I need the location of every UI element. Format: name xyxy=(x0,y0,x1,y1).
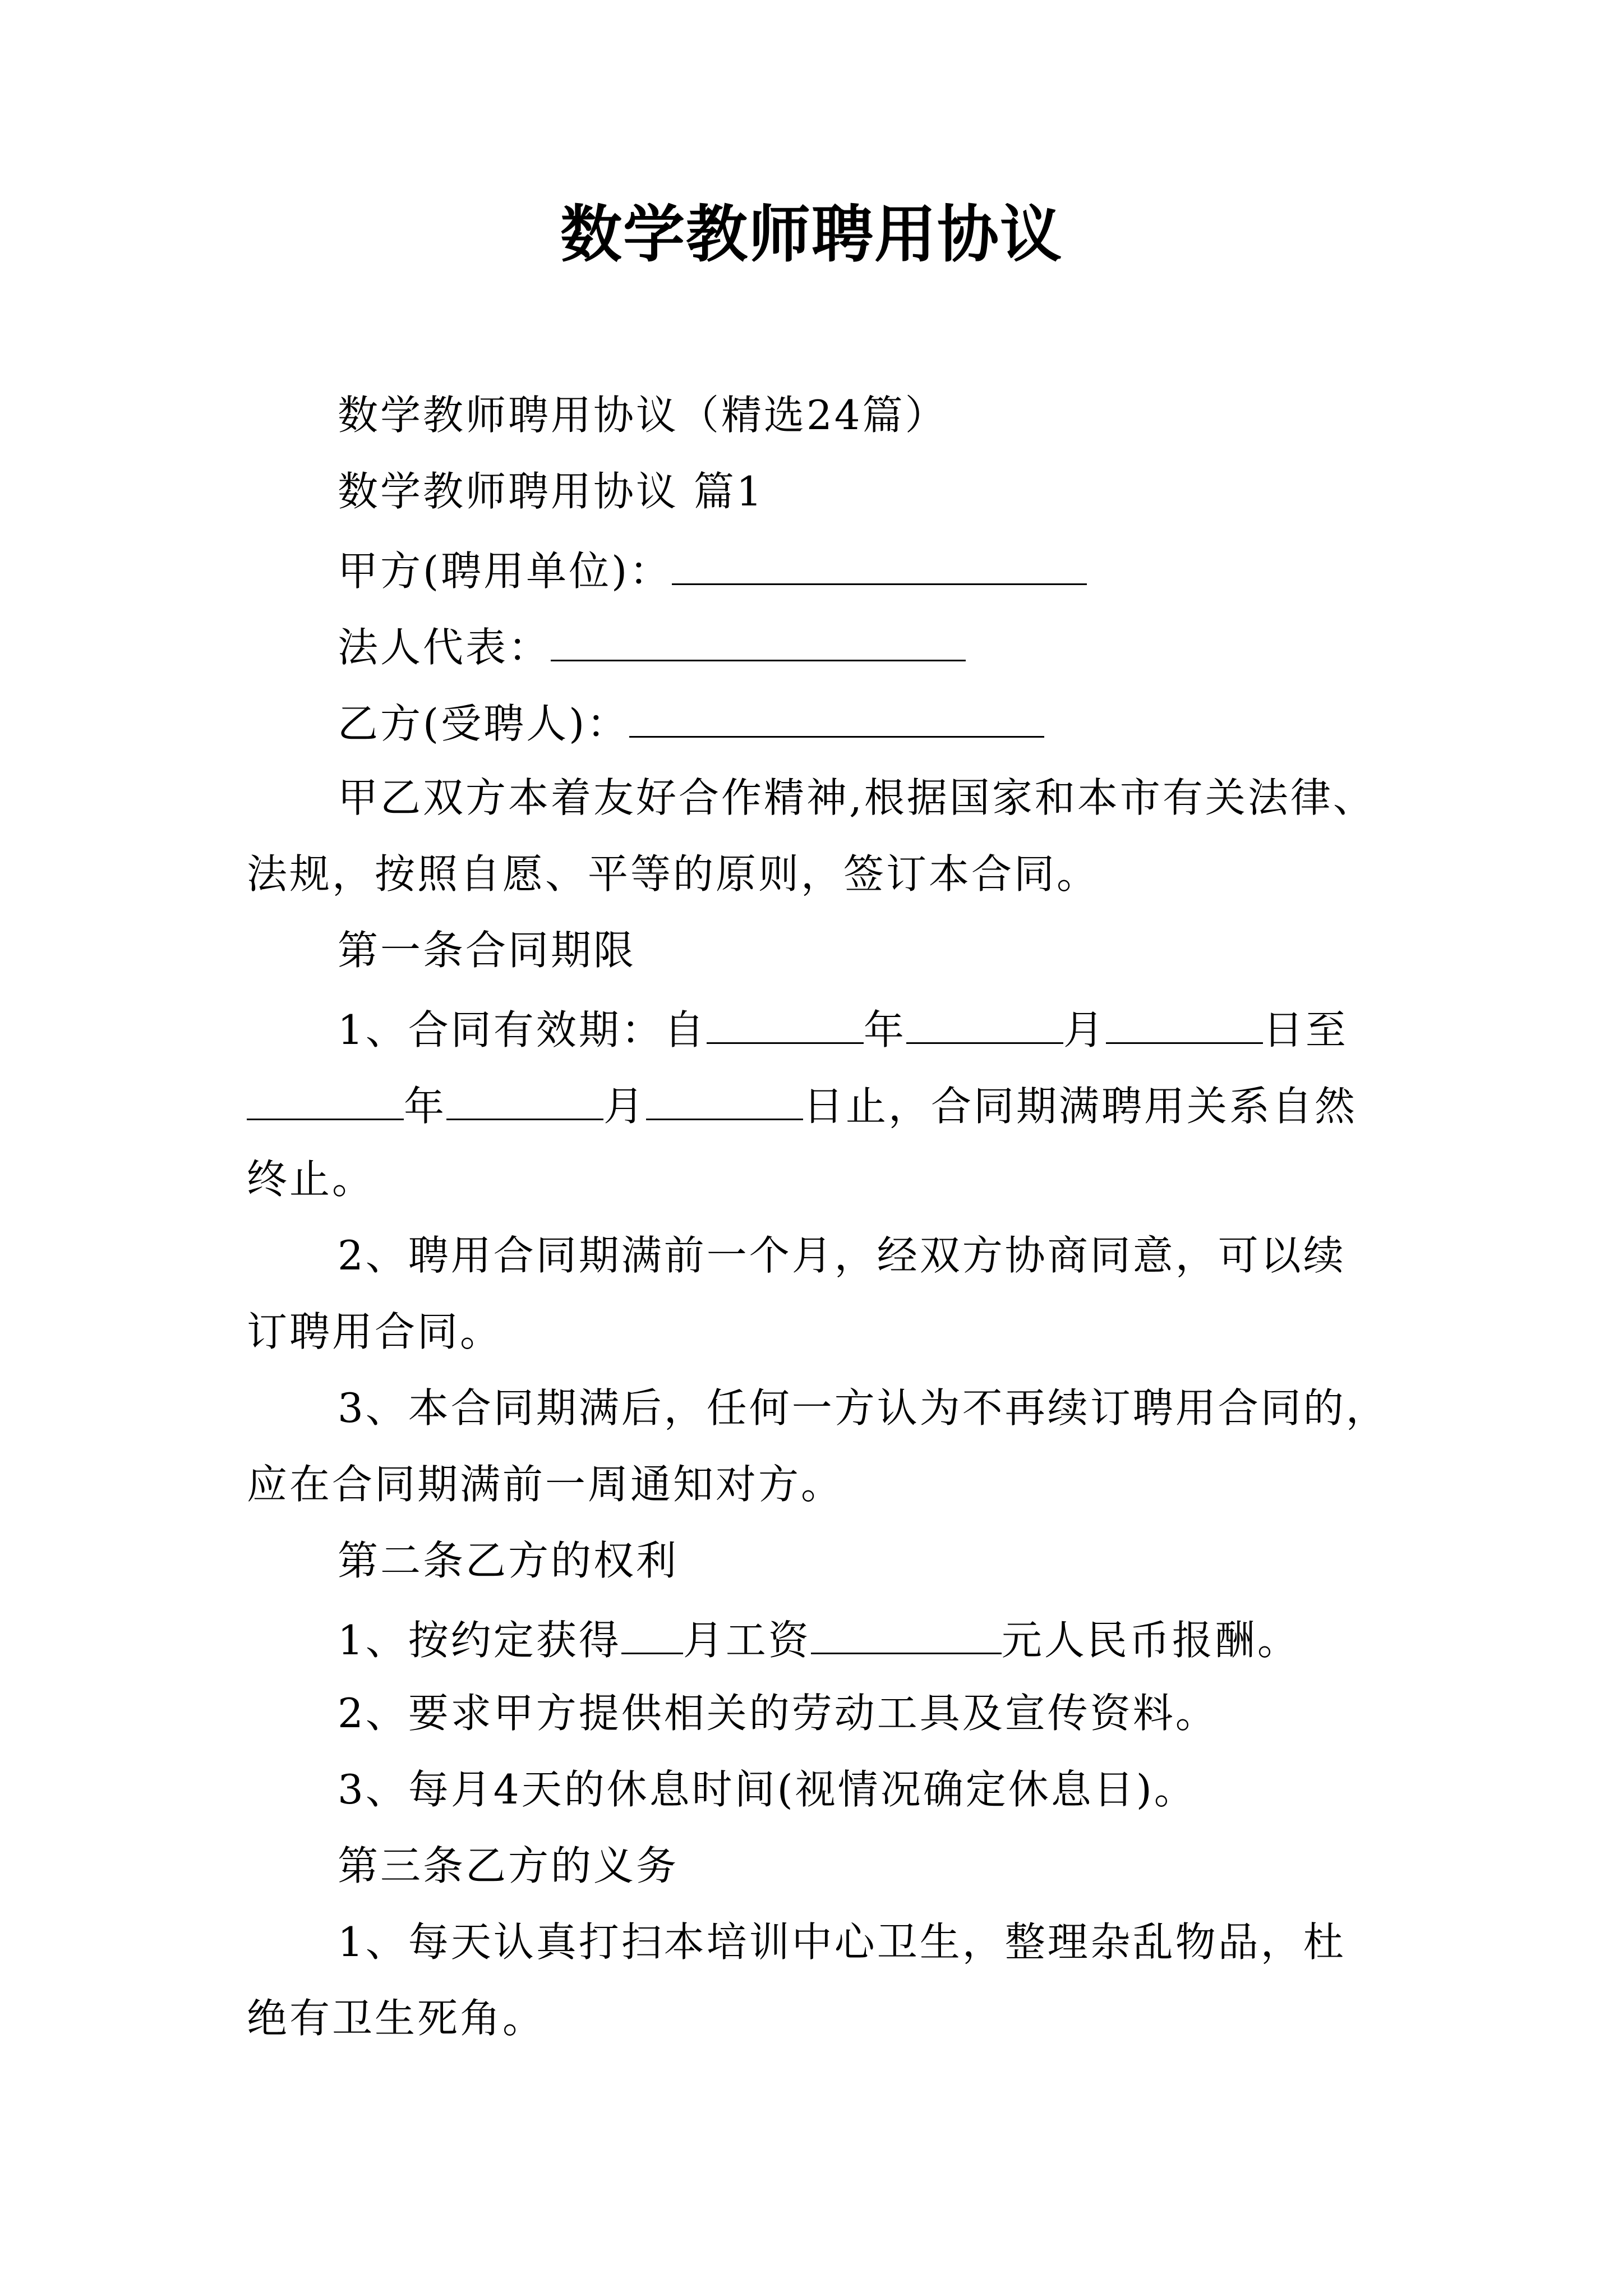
start-month-blank[interactable] xyxy=(906,999,1063,1044)
clause-line xyxy=(0,1761,1623,1818)
clause-text: 应在合同期满前一周通知对方。 xyxy=(247,1461,844,1508)
clause-line xyxy=(0,1914,1623,1970)
clause-line xyxy=(0,1456,1623,1512)
article-heading-text: 第二条乙方的权利 xyxy=(338,1537,679,1584)
subtitle-text: 数学教师聘用协议（精选24篇） xyxy=(338,392,948,439)
article-heading-text: 第三条乙方的义务 xyxy=(338,1842,679,1889)
article-heading xyxy=(0,922,1623,978)
month-label: 月 xyxy=(603,1083,647,1130)
start-day-blank[interactable] xyxy=(1106,999,1263,1044)
legal-rep-line xyxy=(0,616,1623,675)
clause-text: 绝有卫生死角。 xyxy=(247,1995,546,2042)
paragraph-text: 甲乙双方本着友好合作精神,根据国家和本市有关法律、 xyxy=(338,774,1376,821)
party-b-blank[interactable] xyxy=(629,692,1044,738)
clause-text: 1、按约定获得 xyxy=(338,1617,621,1664)
year-label: 年 xyxy=(863,1006,906,1053)
party-a-blank[interactable] xyxy=(672,540,1087,585)
paragraph-line xyxy=(0,846,1623,902)
end-year-blank[interactable] xyxy=(247,1075,404,1120)
document-title: 数学教师聘用协议 xyxy=(560,198,1063,270)
clause-line xyxy=(0,1609,1623,1668)
clause-text: 终止。 xyxy=(247,1156,375,1203)
legal-rep-blank[interactable] xyxy=(551,616,966,661)
year-label: 年 xyxy=(404,1083,447,1130)
clause-text: 1、每天认真打扫本培训中心卫生，整理杂乱物品，杜 xyxy=(338,1918,1346,1966)
article-heading xyxy=(0,1533,1623,1589)
clause-text: 1、合同有效期：自 xyxy=(338,1006,707,1053)
article-heading xyxy=(0,1838,1623,1894)
paragraph-line xyxy=(0,770,1623,826)
party-b-line xyxy=(0,692,1623,752)
clause-text: 日止，合同期满聘用关系自然 xyxy=(803,1083,1358,1130)
clause-line xyxy=(0,999,1623,1058)
party-a-line xyxy=(0,540,1623,599)
end-day-blank[interactable] xyxy=(646,1075,803,1120)
clause-text: 2、要求甲方提供相关的劳动工具及宣传资料。 xyxy=(338,1690,1218,1737)
monthly-salary-label: 月工资 xyxy=(683,1617,811,1664)
clause-text: 3、本合同期满后，任何一方认为不再续订聘用合同的， xyxy=(338,1384,1389,1432)
article-heading-text: 第一条合同期限 xyxy=(338,927,637,974)
clause-line xyxy=(0,1151,1623,1207)
day-to-label: 日至 xyxy=(1262,1006,1348,1053)
month-label: 月 xyxy=(1063,1006,1106,1053)
clause-line xyxy=(0,1304,1623,1360)
subtitle-line xyxy=(0,387,1623,443)
clause-line xyxy=(0,1380,1623,1436)
end-month-blank[interactable] xyxy=(446,1075,603,1120)
section-heading-text: 数学教师聘用协议 篇1 xyxy=(338,468,764,515)
clause-line xyxy=(0,1990,1623,2046)
clause-line xyxy=(0,1227,1623,1283)
section-heading xyxy=(0,463,1623,519)
legal-rep-label: 法人代表： xyxy=(338,624,551,671)
clause-text: 元人民币报酬。 xyxy=(1001,1617,1300,1664)
party-a-label: 甲方(聘用单位)： xyxy=(338,547,672,595)
paragraph-text: 法规，按照自愿、平等的原则，签订本合同。 xyxy=(247,850,1100,898)
party-b-label: 乙方(受聘人)： xyxy=(338,700,630,747)
salary-amount-blank[interactable] xyxy=(811,1609,1002,1654)
clause-text: 3、每月4天的休息时间(视情况确定休息日)。 xyxy=(338,1766,1197,1813)
clause-line xyxy=(0,1075,1623,1134)
months-blank[interactable] xyxy=(621,1609,683,1654)
clause-text: 2、聘用合同期满前一个月，经双方协商同意，可以续 xyxy=(338,1232,1346,1279)
clause-text: 订聘用合同。 xyxy=(247,1308,503,1355)
clause-line xyxy=(0,1685,1623,1741)
start-year-blank[interactable] xyxy=(707,999,864,1044)
